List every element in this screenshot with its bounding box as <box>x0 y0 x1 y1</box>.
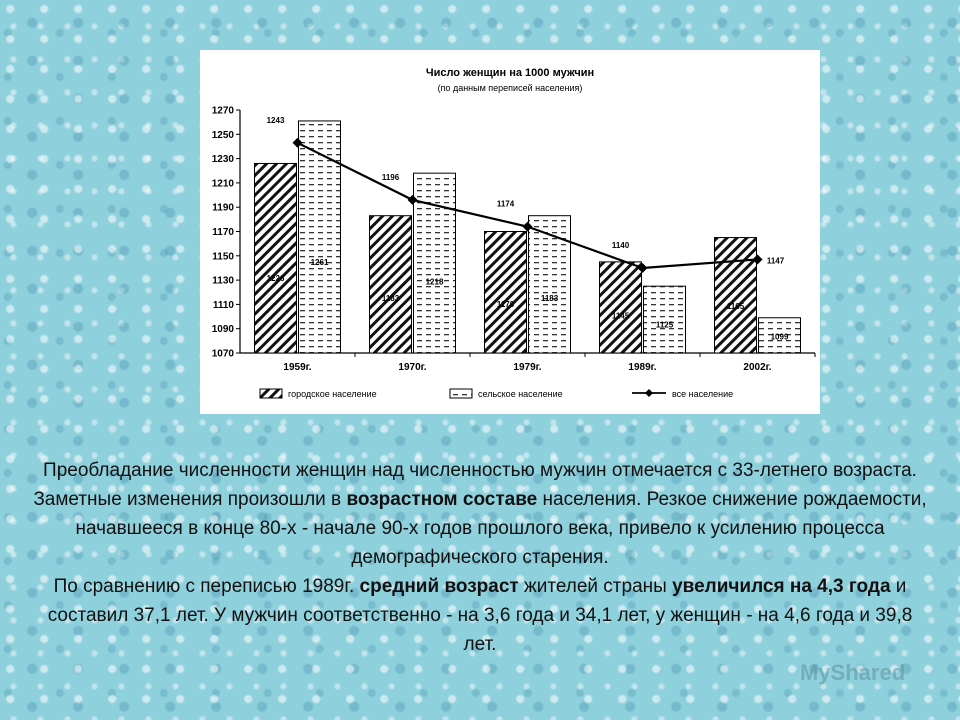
plot-area <box>212 106 815 400</box>
bar-rural-value: 1183 <box>540 293 559 303</box>
x-tick-label: 1979г. <box>513 362 542 373</box>
legend-label-rural: сельское население <box>478 389 563 399</box>
text-paragraph-1: Преобладание численности женщин над численностью мужчин отмечается с 33-летнего возраста. <box>43 460 917 481</box>
y-tick-label: 1150 <box>212 251 234 263</box>
text-emphasis: средний возраст <box>359 576 519 597</box>
legend-label-urban: городское население <box>288 389 377 399</box>
y-tick-label: 1250 <box>211 129 234 141</box>
line-point-label: 1174 <box>496 199 515 209</box>
y-tick-label: 1110 <box>212 299 234 311</box>
text-paragraph-3 <box>30 572 930 659</box>
bar-rural <box>414 173 456 353</box>
series-line-total <box>298 143 758 268</box>
line-point-label: 1243 <box>266 115 285 125</box>
y-tick-label: 1070 <box>211 348 234 360</box>
bar-rural-value: 1099 <box>770 332 789 342</box>
y-tick-label: 1270 <box>211 105 234 117</box>
x-tick-label: 2002г. <box>743 362 772 373</box>
bar-urban <box>370 216 412 353</box>
legend-swatch-urban <box>260 389 282 398</box>
bar-urban <box>255 163 297 353</box>
slide-text <box>30 456 930 659</box>
bar-rural <box>644 286 686 353</box>
bar-urban-value: 1165 <box>726 302 745 312</box>
bar-rural <box>299 121 341 353</box>
y-tick-label: 1090 <box>211 324 234 336</box>
bar-urban <box>600 262 642 353</box>
text-fragment: и составил 37,1 лет. У мужчин соответственно - на 3,6 года и 34,1 лет, у женщин - на 4,6 года и 39,8 лет. <box>47 576 913 655</box>
legend-swatch-rural <box>450 389 472 398</box>
text-paragraph-2 <box>30 485 930 572</box>
text-emphasis: возрастном составе <box>346 489 538 510</box>
legend-marker-total <box>645 389 653 397</box>
line-point-label: 1147 <box>766 256 785 266</box>
text-fragment: Заметные изменения произошли в <box>33 489 347 510</box>
x-tick-label: 1970г. <box>398 362 427 373</box>
legend-label-total: все население <box>672 389 734 399</box>
bar-rural-value: 1125 <box>655 320 674 330</box>
bar-rural-value: 1218 <box>425 277 444 287</box>
text-fragment: По сравнению с переписью 1989г. <box>53 576 360 597</box>
bar-urban-value: 1183 <box>381 293 400 303</box>
line-point-label: 1196 <box>381 172 400 182</box>
bar-urban-value: 1226 <box>266 273 285 283</box>
y-tick-label: 1230 <box>211 154 234 166</box>
bar-rural-value: 1261 <box>310 257 329 267</box>
y-tick-label: 1210 <box>211 178 234 190</box>
bar-urban-value: 1145 <box>611 311 630 321</box>
y-tick-label: 1130 <box>212 275 234 287</box>
bar-urban <box>485 232 527 354</box>
line-point-label: 1140 <box>611 240 630 250</box>
chart-title: Число женщин на 1000 мужчин <box>425 67 595 79</box>
bar-urban-value: 1170 <box>496 299 515 309</box>
x-tick-label: 1989г. <box>628 362 657 373</box>
chart <box>200 50 820 414</box>
watermark: MyShared <box>800 660 906 685</box>
x-tick-label: 1959г. <box>283 362 312 373</box>
text-emphasis: увеличился на 4,3 года <box>672 576 891 597</box>
y-tick-label: 1190 <box>212 202 234 214</box>
bar-urban <box>715 238 757 353</box>
chart-panel <box>200 50 820 414</box>
text-fragment: жителей страны <box>518 576 673 597</box>
text-fragment: населения. Резкое снижение рождаемости, начавшееся в конце 80-х - начале 90-х годов прошлого века, привело к усилению процесса демографического старения. <box>75 489 927 568</box>
chart-subtitle: (по данным переписей населения) <box>437 83 583 93</box>
y-tick-label: 1170 <box>212 227 234 238</box>
bar-rural <box>529 216 571 353</box>
